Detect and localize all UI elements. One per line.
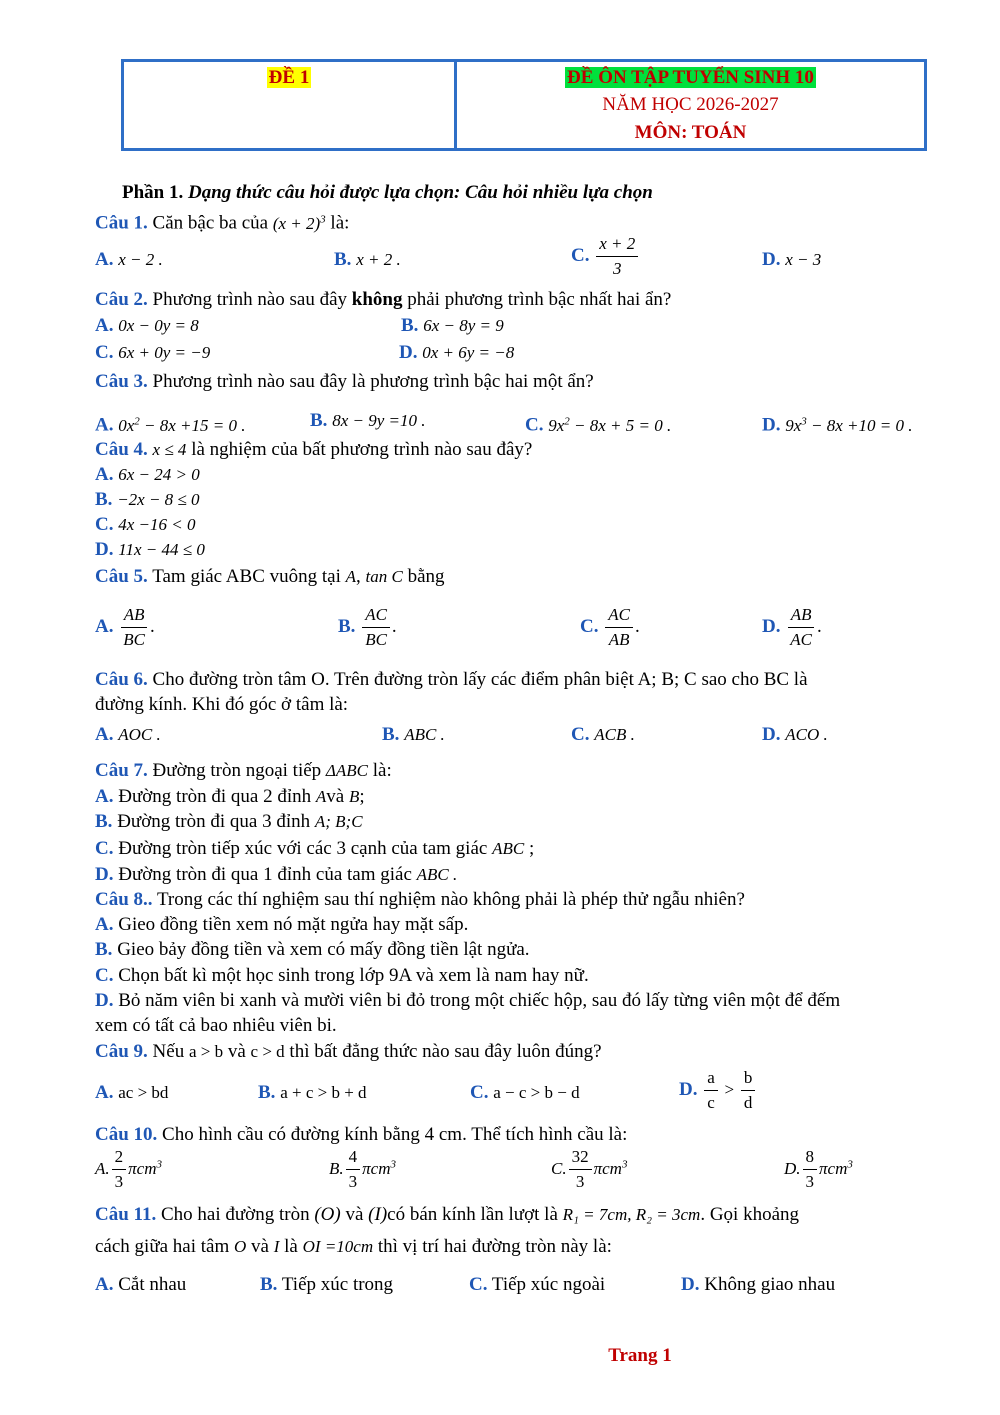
q1-option-c: C. $\frac{x + 2}{3}$ bbox=[571, 234, 640, 279]
q10-option-a: A. $\frac{2}{3}$ πcm$^3$ bbox=[95, 1147, 162, 1191]
q8-option-d: D. Bỏ năm viên bi xanh và mười viên bi đỏ trong một chiếc hộp, sau đó lấy từng viên một để đếm bbox=[95, 990, 841, 1011]
q1-option-d: D. x − 3 bbox=[762, 249, 822, 270]
question-5: Câu 5. Tam giác ABC vuông tại A, tan C bằng bbox=[95, 566, 445, 587]
question-4: Câu 4. x ≤ 4 là nghiệm của bất phương trình nào sau đây? bbox=[95, 439, 533, 460]
question-7: Câu 7. Đường tròn ngoại tiếp ΔABC là: bbox=[95, 760, 392, 781]
q5-option-a: A. $\frac{AB}{BC}$ . bbox=[95, 605, 155, 649]
q5-option-d: D. $\frac{AB}{AC}$ . bbox=[762, 605, 822, 649]
q2-option-a: A. 0x − 0y = 8 bbox=[95, 315, 199, 336]
q5-option-c: C. $\frac{AC}{AB}$ . bbox=[580, 605, 640, 649]
question-3: Câu 3. Phương trình nào sau đây là phương trình bậc hai một ẩn? bbox=[95, 371, 594, 392]
q11-option-b: B. Tiếp xúc trong bbox=[260, 1274, 394, 1295]
question-2: Câu 2. Phương trình nào sau đây không phải phương trình bậc nhất hai ẩn? bbox=[95, 289, 672, 310]
header-left-cell bbox=[124, 62, 457, 148]
question-1: Câu 1. Căn bậc ba của $(x + 2)^3$ là: bbox=[95, 212, 350, 234]
question-6: Câu 6. Cho đường tròn tâm O. Trên đường tròn lấy các điểm phân biệt A; B; C sao cho BC là bbox=[95, 669, 808, 690]
question-9: Câu 9. Nếu a > b và c > d thì bất đẳng thức nào sau đây luôn đúng? bbox=[95, 1041, 602, 1062]
q9-option-c: C. a − c > b − d bbox=[470, 1082, 580, 1103]
header-right-cell bbox=[457, 62, 924, 148]
q8-option-a: A. Gieo đồng tiền xem nó mặt ngửa hay mặt sấp. bbox=[95, 914, 469, 935]
exam-number: ĐỀ 1 bbox=[268, 67, 310, 88]
q7-option-b: B. Đường tròn đi qua 3 đỉnh A; B;C bbox=[95, 811, 363, 832]
q7-option-d: D. Đường tròn đi qua 1 đỉnh của tam giác ABC . bbox=[95, 864, 458, 885]
q2-option-c: C. 6x + 0y = −9 bbox=[95, 342, 211, 363]
section-title: Phần 1. Dạng thức câu hỏi được lựa chọn: Câu hỏi nhiều lựa chọn bbox=[122, 182, 653, 203]
q10-option-c: C. $\frac{32}{3}$ πcm$^3$ bbox=[551, 1147, 628, 1191]
q9-option-a: A. ac > bd bbox=[95, 1082, 169, 1103]
page-footer bbox=[0, 1345, 1000, 1367]
header-box bbox=[121, 59, 927, 151]
q2-option-b: B. 6x − 8y = 9 bbox=[401, 315, 504, 336]
q4-option-d: D. 11x − 44 ≤ 0 bbox=[95, 539, 205, 560]
q8-option-c: C. Chọn bất kì một học sinh trong lớp 9A và xem là nam hay nữ. bbox=[95, 965, 589, 986]
school-year: NĂM HỌC 2026-2027 bbox=[602, 94, 779, 115]
q4-option-b: B. −2x − 8 ≤ 0 bbox=[95, 489, 200, 510]
q10-option-b: B. $\frac{4}{3}$ πcm$^3$ bbox=[329, 1147, 396, 1191]
page-number: Trang 1 bbox=[608, 1345, 672, 1366]
q6-option-b: B. ABC . bbox=[382, 724, 445, 745]
q11-option-a: A. Cắt nhau bbox=[95, 1274, 187, 1295]
q8-option-b: B. Gieo bảy đồng tiền và xem có mấy đồng tiền lật ngửa. bbox=[95, 939, 530, 960]
q3-option-b: B. 8x − 9y =10 . bbox=[310, 410, 426, 431]
q3-option-c: C. $9x^2 - 8x + 5 = 0$ . bbox=[525, 414, 672, 436]
q8-option-d-line2: xem có tất cả bao nhiêu viên bi. bbox=[95, 1015, 337, 1036]
q5-option-b: B. $\frac{AC}{BC}$ . bbox=[338, 605, 397, 649]
q7-option-a: A. Đường tròn đi qua 2 đỉnh Avà B; bbox=[95, 786, 365, 807]
question-8: Câu 8.. Trong các thí nghiệm sau thí nghiệm nào không phải là phép thử ngẫu nhiên? bbox=[95, 889, 745, 910]
q4-option-a: A. 6x − 24 > 0 bbox=[95, 464, 200, 485]
q1-option-b: B. x + 2 . bbox=[334, 249, 401, 270]
q9-option-d: D. $\frac{a}{c}$ > $\frac{b}{d}$ bbox=[679, 1068, 757, 1113]
question-6-line2: đường kính. Khi đó góc ở tâm là: bbox=[95, 694, 349, 715]
exam-title: ĐỀ ÔN TẬP TUYỂN SINH 10 bbox=[567, 67, 814, 88]
subject: MÔN: TOÁN bbox=[634, 122, 747, 143]
question-11-line2: cách giữa hai tâm O và I là OI =10cm thì vị trí hai đường tròn này là: bbox=[95, 1236, 612, 1257]
q7-option-c: C. Đường tròn tiếp xúc với các 3 cạnh của tam giác ABC ; bbox=[95, 838, 535, 859]
q10-option-d: D. $\frac{8}{3}$ πcm$^3$ bbox=[784, 1147, 853, 1191]
question-11: Câu 11. Cho hai đường tròn (O) và (I)có bán kính lần lượt là R₁ = 7cm, R₂ = 3cm. Gọi khoảng bbox=[95, 1204, 800, 1225]
q6-option-a: A. AOC . bbox=[95, 724, 161, 745]
q3-option-a: A. $0x^2 - 8x +15 = 0$ . bbox=[95, 414, 246, 436]
q11-option-c: C. Tiếp xúc ngoài bbox=[469, 1274, 606, 1295]
q3-option-d: D. $9x^3 - 8x +10 = 0$ . bbox=[762, 414, 913, 436]
question-10: Câu 10. Cho hình cầu có đường kính bằng 4 cm. Thể tích hình cầu là: bbox=[95, 1124, 628, 1145]
q2-option-d: D. 0x + 6y = −8 bbox=[399, 342, 515, 363]
q9-option-b: B. a + c > b + d bbox=[258, 1082, 367, 1103]
q11-option-d: D. Không giao nhau bbox=[681, 1274, 836, 1295]
q6-option-c: C. ACB . bbox=[571, 724, 635, 745]
q4-option-c: C. 4x −16 < 0 bbox=[95, 514, 196, 535]
q1-option-a: A. x − 2 . bbox=[95, 249, 163, 270]
q6-option-d: D. ACO . bbox=[762, 724, 828, 745]
